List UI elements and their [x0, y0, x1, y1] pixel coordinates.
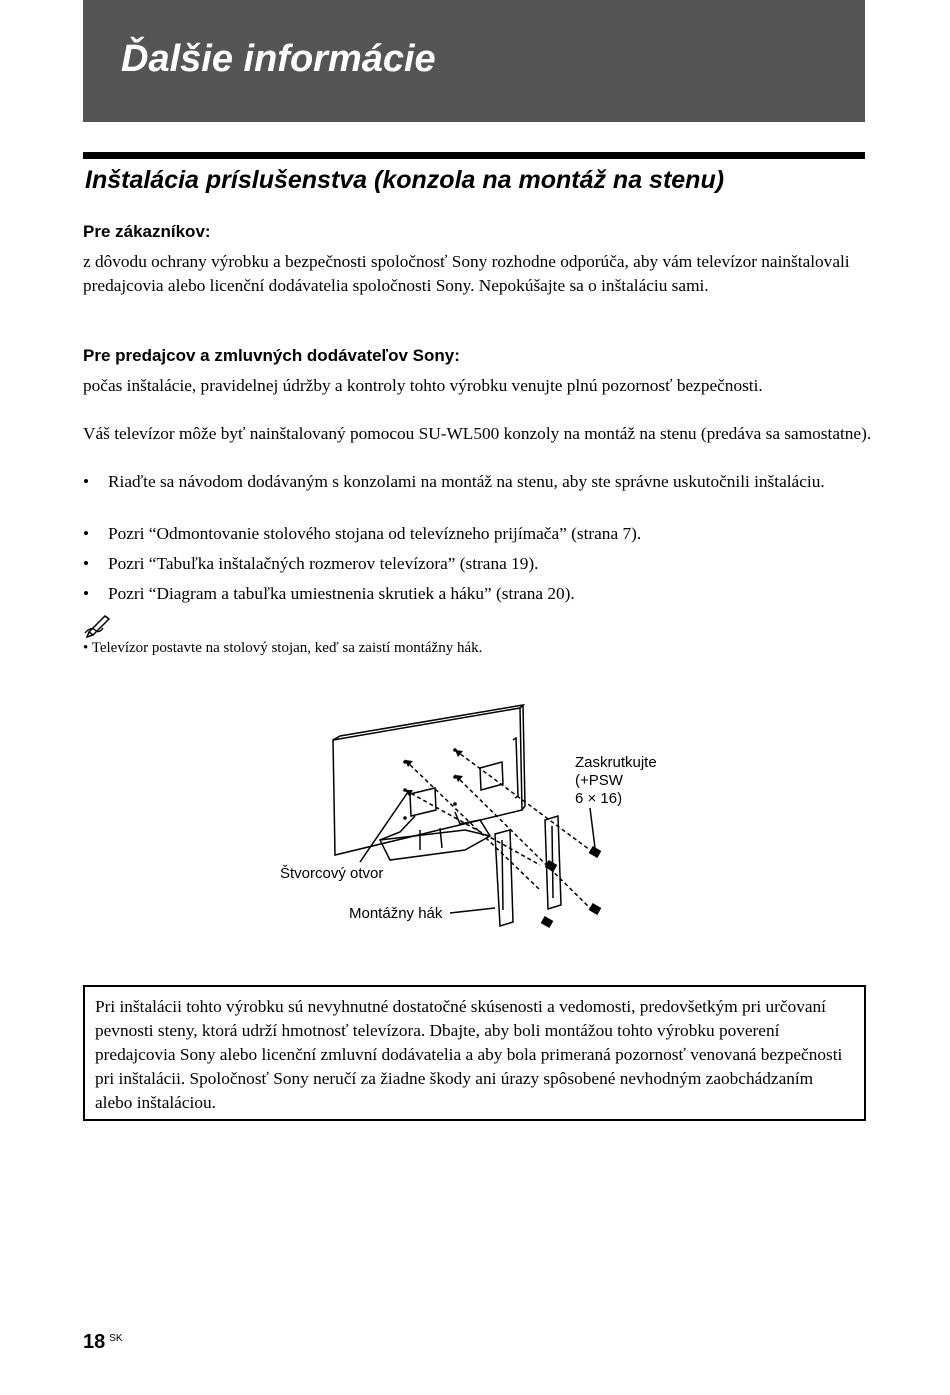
list-item — [83, 582, 873, 606]
list-item-text: Pozri “Odmontovanie stolového stojana od televízneho prijímača” (strana 7). — [108, 524, 642, 543]
pencil-note-icon — [83, 612, 113, 643]
list-item-text: Riaďte sa návodom dodávaným s konzolami na montáž na stenu, aby ste správne uskutočnili inštaláciu. — [108, 472, 825, 491]
warning-box: Pri inštalácii tohto výrobku sú nevyhnutné dostatočné skúsenosti a vedomosti, predovšetkým pri určovaní pevnosti steny, ktorá udrží hmotnosť televízora. Dbajte, aby boli montážou tohto výrobku poverení predajcovia Sony alebo licenční zmluvní dodávatelia a aby bola primeraná pozornosť venovaná bezpečnosti pri inštalácii. Spoločnosť Sony neručí za žiadne škody ani úrazy spôsobené nevhodným zaobchádzaním alebo inštaláciou. — [83, 985, 866, 1121]
label-mounting-hook: Montážny hák — [349, 905, 443, 922]
list-item-text: Pozri “Diagram a tabuľka umiestnenia skrutiek a háku” (strana 20). — [108, 584, 575, 603]
section-title: Inštalácia príslušenstva (konzola na montáž na stenu) — [85, 166, 725, 194]
list-item — [83, 552, 873, 576]
section-rule — [83, 152, 865, 159]
bullet: • — [83, 554, 90, 573]
customers-text: z dôvodu ochrany výrobku a bezpečnosti spoločnosť Sony rozhodne odporúča, aby vám televízor nainštalovali predajcovia alebo licenční dodávatelia spoločnosti Sony. Nepokúšajte sa o inštaláciu sami. — [83, 252, 850, 295]
label-screw-line3: 6 × 16) — [575, 790, 623, 807]
intro-text: Váš televízor môže byť nainštalovaný pomocou SU-WL500 konzoly na montáž na stenu (predáva sa samostatne). — [83, 424, 872, 443]
page-number-value: 18 — [83, 1331, 106, 1353]
list-item — [83, 470, 873, 494]
bullet: • — [83, 524, 90, 543]
customers-heading: Pre zákazníkov: — [83, 222, 211, 241]
dealers-heading: Pre predajcov a zmluvných dodávateľov Sony: — [83, 346, 460, 365]
chapter-banner — [83, 0, 865, 122]
tv-wall-mount-illustration — [270, 700, 690, 945]
page-number — [83, 1331, 123, 1354]
label-screw-line2: (+PSW — [575, 772, 623, 789]
label-square-hole: Štvorcový otvor — [280, 865, 384, 882]
dealers-text: počas inštalácie, pravidelnej údržby a kontroly tohto výrobku venujte plnú pozornosť bezpečnosti. — [83, 376, 763, 395]
note-text: • Televízor postavte na stolový stojan, keď sa zaistí montážny hák. — [83, 640, 483, 656]
installation-diagram — [270, 700, 690, 945]
list-item-text: Pozri “Tabuľka inštalačných rozmerov televízora” (strana 19). — [108, 554, 539, 573]
bullet: • — [83, 584, 90, 603]
bullet: • — [83, 472, 90, 491]
chapter-title: Ďalšie informácie — [121, 38, 436, 80]
list-item — [83, 522, 873, 546]
label-screw-line1: Zaskrutkujte — [575, 754, 657, 771]
language-code: SK — [109, 1333, 123, 1344]
